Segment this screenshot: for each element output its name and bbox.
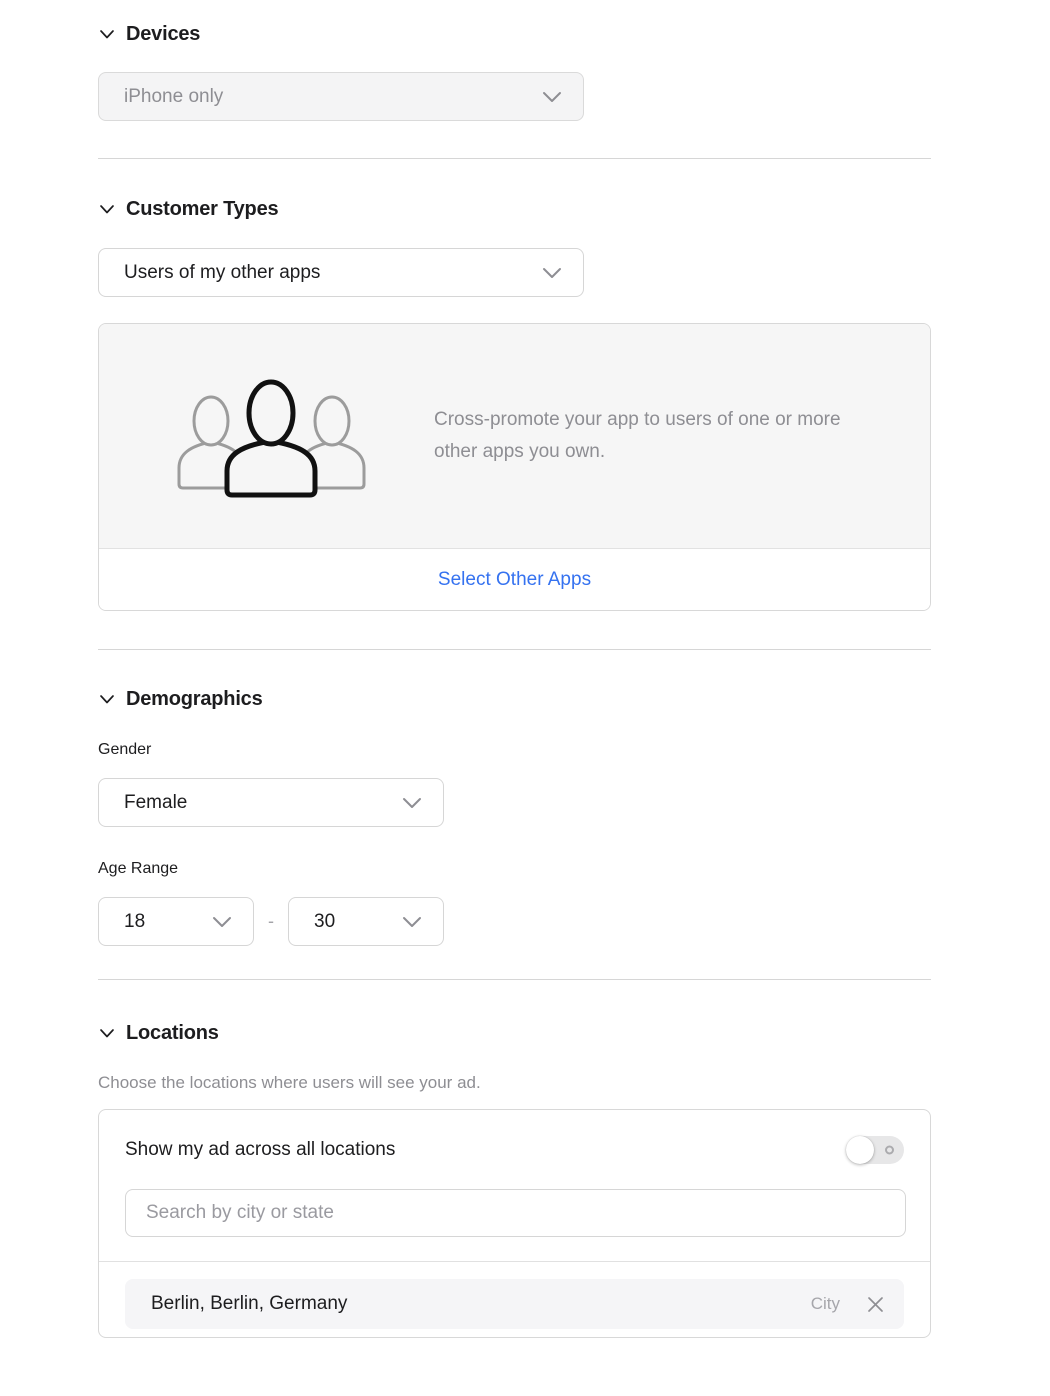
divider xyxy=(98,979,931,980)
people-group-icon xyxy=(169,372,374,500)
all-locations-toggle[interactable] xyxy=(846,1136,904,1164)
devices-section-header[interactable] xyxy=(98,22,931,46)
chevron-down-icon xyxy=(98,200,116,218)
locations-description: Choose the locations where users will see your ad. xyxy=(98,1073,481,1092)
chevron-down-icon xyxy=(402,797,422,809)
customer-types-select-value: Users of my other apps xyxy=(124,261,321,283)
gender-label: Gender xyxy=(98,741,152,758)
section-customer-types xyxy=(98,197,931,611)
age-range-separator: - xyxy=(268,911,274,931)
select-other-apps-link[interactable]: Select Other Apps xyxy=(437,568,592,590)
chevron-down-icon xyxy=(542,91,562,103)
cross-promote-actions xyxy=(99,549,930,610)
locations-section-header[interactable] xyxy=(98,1021,931,1045)
locations-section-title: Locations xyxy=(126,1021,219,1044)
toggle-off-indicator-icon xyxy=(885,1146,894,1155)
cross-promote-description: Cross-promote your app to users of one or more other apps you own. xyxy=(434,409,841,462)
location-search-input[interactable] xyxy=(125,1189,906,1237)
gender-select-value: Female xyxy=(124,791,188,813)
demographics-section-title: Demographics xyxy=(126,687,263,710)
cross-promote-card xyxy=(98,323,931,611)
section-locations xyxy=(98,1021,931,1338)
section-devices xyxy=(98,22,931,121)
selected-location-type-badge: City xyxy=(810,1294,840,1313)
chevron-down-icon xyxy=(542,267,562,279)
age-max-select[interactable] xyxy=(288,897,444,946)
devices-select[interactable] xyxy=(98,72,584,121)
close-icon xyxy=(867,1296,884,1313)
devices-select-value: iPhone only xyxy=(124,85,224,107)
remove-location-button[interactable] xyxy=(867,1296,884,1313)
all-locations-label: Show my ad across all locations xyxy=(125,1139,396,1160)
customer-types-section-title: Customer Types xyxy=(126,197,279,220)
demographics-section-header[interactable] xyxy=(98,687,931,711)
age-max-value: 30 xyxy=(314,910,336,932)
chevron-down-icon xyxy=(98,690,116,708)
locations-card xyxy=(98,1109,931,1338)
section-demographics xyxy=(98,687,931,946)
gender-select[interactable] xyxy=(98,778,444,827)
devices-section-title: Devices xyxy=(126,22,201,45)
chevron-down-icon xyxy=(98,25,116,43)
chevron-down-icon xyxy=(98,1024,116,1042)
selected-location-name: Berlin, Berlin, Germany xyxy=(151,1293,348,1314)
age-range-label: Age Range xyxy=(98,860,179,877)
divider xyxy=(98,649,931,650)
age-min-value: 18 xyxy=(124,910,146,932)
divider xyxy=(98,158,931,159)
cross-promote-info xyxy=(99,324,930,549)
chevron-down-icon xyxy=(402,916,422,928)
customer-types-select[interactable] xyxy=(98,248,584,297)
all-locations-row xyxy=(99,1110,930,1164)
divider xyxy=(99,1261,930,1262)
selected-location-row xyxy=(125,1279,904,1329)
age-min-select[interactable] xyxy=(98,897,254,946)
chevron-down-icon xyxy=(212,916,232,928)
customer-types-section-header[interactable] xyxy=(98,197,931,221)
age-range-row xyxy=(98,897,931,946)
toggle-knob xyxy=(846,1136,874,1164)
